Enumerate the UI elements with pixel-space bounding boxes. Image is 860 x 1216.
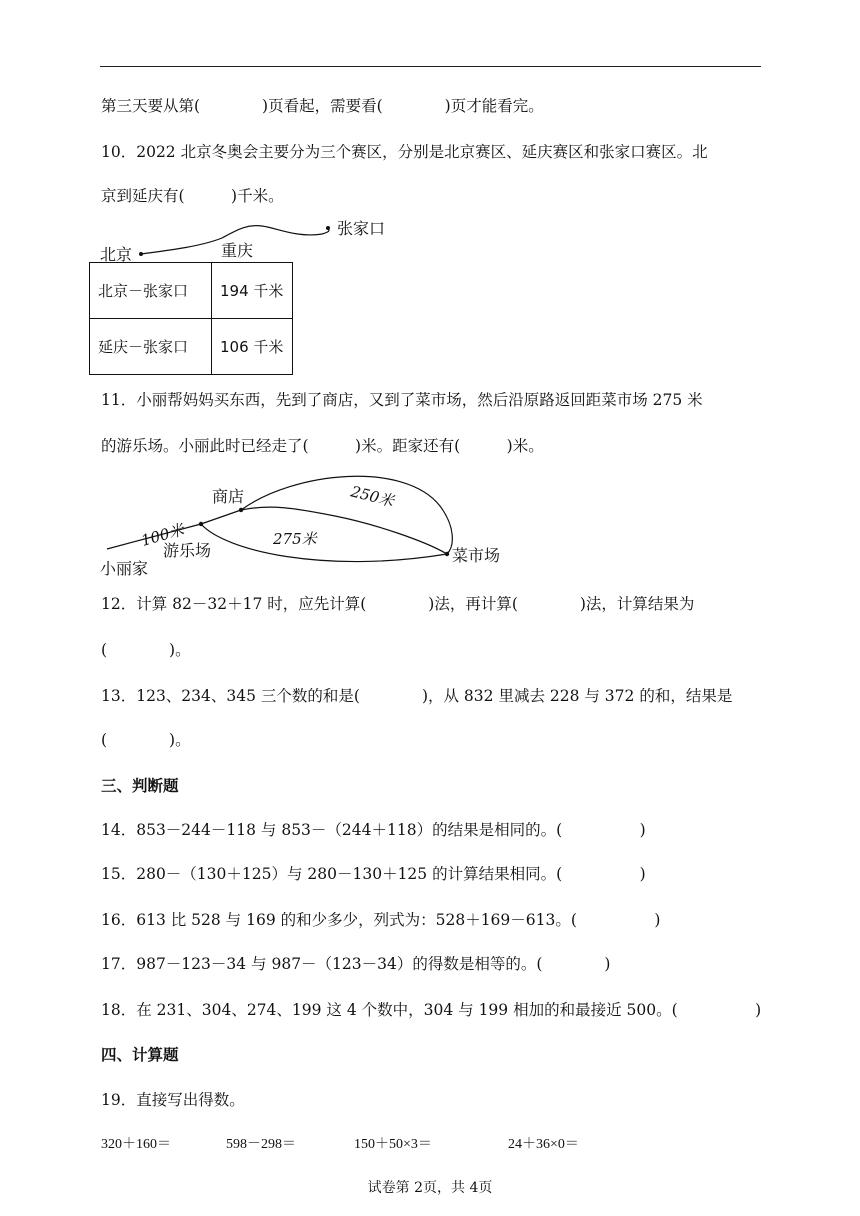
map-shop-market xyxy=(95,466,525,584)
shop-dot xyxy=(239,508,243,512)
header-rule xyxy=(100,66,761,67)
label-distance-park-market: 275米 xyxy=(273,530,317,548)
question-12-text: 12．计算 82－32＋17 时，应先计算( )法，再计算( )法，计算结果为 xyxy=(101,595,695,613)
zhangjiakou-dot xyxy=(326,226,330,230)
question-13-text-cont: ( )。 xyxy=(101,731,191,749)
distance-table xyxy=(89,262,293,375)
question-10-text-cont: 京到延庆有( )千米。 xyxy=(101,187,284,205)
question-18-text: 18．在 231、304、274、199 这 4 个数中，304 与 199 相加的和最接近 500。( ) xyxy=(101,1001,762,1019)
label-shop: 商店 xyxy=(212,487,245,506)
path-shop-market-lower xyxy=(241,507,447,554)
label-chongqing: 重庆 xyxy=(221,241,254,260)
label-distance-home-park: 100米 xyxy=(139,520,187,550)
table-row xyxy=(90,319,293,375)
section-heading-calculation: 四、计算题 xyxy=(101,1045,179,1064)
section-heading-judgement: 三、判断题 xyxy=(101,776,179,795)
calc-item: 320＋160＝ xyxy=(101,1137,171,1152)
question-14-text: 14．853－244－118 与 853－（244＋118）的结果是相同的。( ) xyxy=(101,821,646,839)
park-dot xyxy=(199,522,203,526)
label-distance-shop-market: 250米 xyxy=(349,482,396,511)
market-dot xyxy=(445,552,449,556)
question-15-text: 15．280－（130＋125）与 280－130＋125 的计算结果相同。( ) xyxy=(101,865,646,883)
question-17-text: 17．987－123－34 与 987－（123－34）的得数是相等的。( ) xyxy=(101,955,611,973)
label-home: 小丽家 xyxy=(100,559,149,578)
question-11-text-cont: 的游乐场。小丽此时已经走了( )米。距家还有( )米。 xyxy=(101,437,544,455)
question-13-text: 13．123、234、345 三个数的和是( )，从 832 里减去 228 与 372 的和，结果是 xyxy=(101,687,733,705)
question-9-continued: 第三天要从第( )页看起，需要看( )页才能看完。 xyxy=(101,97,544,115)
calc-item: 598－298＝ xyxy=(226,1137,296,1152)
page-footer: 试卷第 2页，共 4页 xyxy=(367,1180,493,1196)
question-16-text: 16．613 比 528 与 169 的和少多少，列式为：528＋169－613。( ) xyxy=(101,911,661,929)
distance-cell: 194 千米 xyxy=(212,263,293,319)
label-park: 游乐场 xyxy=(163,541,212,560)
route-cell: 延庆－张家口 xyxy=(90,319,212,375)
path-park-market xyxy=(201,524,447,562)
route-cell: 北京－张家口 xyxy=(90,263,212,319)
label-market: 菜市场 xyxy=(452,546,501,565)
question-19-text: 19．直接写出得数。 xyxy=(101,1091,245,1109)
question-12-text-cont: ( )。 xyxy=(101,641,191,659)
label-beijing: 北京 xyxy=(100,245,133,264)
calc-item: 24＋36×0＝ xyxy=(508,1137,579,1152)
path-park-shop xyxy=(201,510,241,524)
map-beijing-zhangjiakou xyxy=(92,210,402,268)
distance-cell: 106 千米 xyxy=(212,319,293,375)
table-row xyxy=(90,263,293,319)
question-10-text: 10．2022 北京冬奥会主要分为三个赛区，分别是北京赛区、延庆赛区和张家口赛区。北 xyxy=(101,143,708,161)
beijing-dot xyxy=(139,252,143,256)
calc-item: 150＋50×3＝ xyxy=(354,1137,432,1152)
label-zhangjiakou: 张家口 xyxy=(337,219,386,238)
question-11-text: 11．小丽帮妈妈买东西，先到了商店，又到了菜市场，然后沿原路返回距菜市场 275 米 xyxy=(101,391,703,409)
